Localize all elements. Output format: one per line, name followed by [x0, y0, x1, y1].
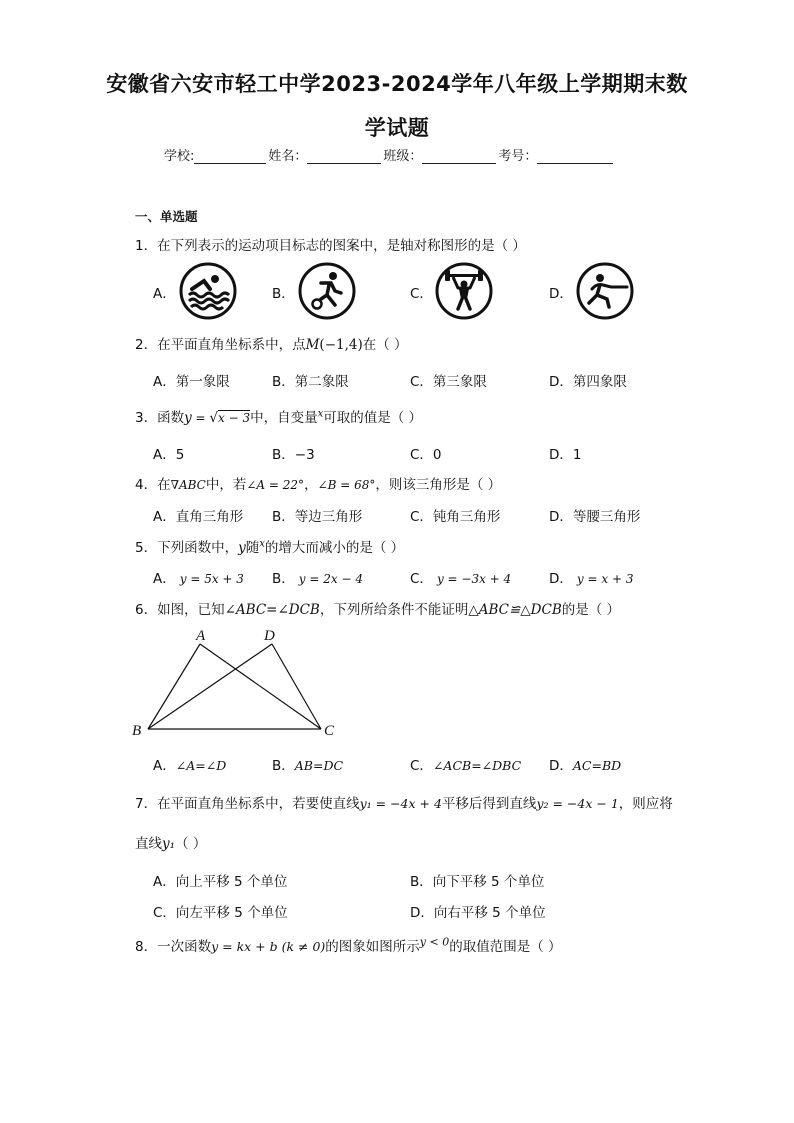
q5-y: y — [238, 540, 246, 556]
q7-option-a: A．向上平移 5 个单位 — [153, 874, 288, 890]
q6-triangle-figure — [128, 624, 348, 744]
q8-stem-post: 的取值范围是（ ） — [449, 939, 562, 955]
q1-option-d-label: D． — [549, 286, 573, 302]
weightlifting-icon — [434, 261, 494, 321]
q6-option-d — [549, 754, 621, 774]
q4-triangle: ∇ABC — [170, 478, 206, 492]
q7-stem-line-2 — [135, 832, 206, 852]
point-d-label: D — [264, 628, 275, 644]
q5-option-c-label: C． — [410, 571, 433, 587]
q3-option-a: A．5 — [153, 447, 185, 463]
q6-option-c-label: C． — [410, 758, 433, 774]
q4-stem — [135, 473, 501, 493]
q8-stem — [135, 935, 562, 955]
point-a-label: A — [196, 628, 206, 644]
q5-stem-pre: 5．下列函数中， — [135, 540, 239, 556]
q1-option-c-label: C． — [410, 286, 433, 302]
q5-stem-post: 的增大而减小的是（ ） — [264, 540, 405, 556]
q3-stem-pre: 3．函数 — [135, 410, 185, 426]
q4-option-d: D．等腰三角形 — [549, 509, 641, 525]
q6-option-b — [272, 754, 343, 774]
q3-radicand: x − 3 — [218, 411, 251, 425]
q2-option-a: A．第一象限 — [153, 374, 230, 390]
q8-stem-mid: 的图象如图所示 — [325, 939, 420, 955]
name-label: 姓名： — [268, 149, 308, 164]
q2-stem — [135, 333, 408, 353]
q6-given: ∠ABC=∠DCB — [224, 602, 320, 618]
q6-option-d-text: AC=BD — [572, 758, 622, 773]
q2-point: M — [305, 337, 320, 353]
q3-option-c: C．0 — [410, 447, 442, 463]
q6-option-a-text: ∠A=∠D — [175, 758, 227, 773]
football-icon — [297, 261, 357, 321]
q6-option-a-label: A． — [153, 758, 176, 774]
q3-stem — [135, 406, 422, 426]
q6-option-c-text: ∠ACB=∠DBC — [432, 758, 522, 773]
q6-congruence: △ABC≌△DCB — [468, 602, 562, 618]
q3-func-eq: = — [191, 411, 210, 425]
swimming-icon — [178, 261, 238, 321]
q4-sep: ， — [304, 477, 318, 493]
q7-y1: y₁ — [162, 836, 176, 852]
segment-ba — [148, 644, 200, 729]
q4-option-a: A．直角三角形 — [153, 509, 244, 525]
q5-option-c — [410, 567, 511, 587]
q6-stem-pre: 6．如图，已知 — [135, 602, 225, 618]
q3-sqrt-symbol: √ — [209, 410, 219, 426]
q4-option-b: B．等边三角形 — [272, 509, 363, 525]
point-c-label: C — [324, 723, 335, 739]
q4-angle-a: ∠A = 22° — [246, 478, 305, 492]
school-blank — [194, 149, 266, 164]
school-label: 学校: — [164, 149, 195, 164]
q2-option-b: B．第二象限 — [272, 374, 349, 390]
q5-option-d-func: y = x + 3 — [576, 572, 634, 586]
q2-stem-pre: 2．在平面直角坐标系中，点 — [135, 337, 306, 353]
q7-line2-post: （ ） — [175, 836, 207, 852]
q5-option-c-func: y = −3x + 4 — [436, 572, 512, 586]
q7-stem — [135, 792, 673, 812]
q1-stem: 1．在下列表示的运动项目标志的图案中，是轴对称图形的是（ ） — [135, 238, 526, 254]
q7-stem-mid: 平移后得到直线 — [441, 796, 537, 812]
q2-option-d: D．第四象限 — [549, 374, 627, 390]
name-blank — [307, 149, 381, 164]
q5-option-b-label: B． — [272, 571, 295, 587]
q6-option-d-label: D． — [549, 758, 573, 774]
q3-stem-mid: 中，自变量 — [250, 410, 318, 426]
segment-bd — [148, 644, 272, 729]
q7-option-d: D．向右平移 5 个单位 — [410, 905, 546, 921]
q5-x: x — [259, 538, 265, 550]
q7-option-b: B．向下平移 5 个单位 — [410, 874, 545, 890]
q3-func-lhs: y — [184, 410, 192, 426]
q7-line2-pre: 直线 — [135, 836, 162, 852]
q4-stem-post: ，则该三角形是（ ） — [375, 477, 502, 493]
q7-stem-post: ，则应将 — [618, 796, 673, 812]
class-label: 班级： — [383, 149, 423, 164]
q3-option-b: B．−3 — [272, 447, 315, 463]
q5-option-d-label: D． — [549, 571, 573, 587]
q1-option-b-label: B． — [272, 286, 295, 302]
student-info-row — [164, 145, 615, 164]
q6-option-c — [410, 754, 521, 774]
number-blank — [537, 149, 613, 164]
q5-option-a-func: y = 5x + 3 — [179, 572, 244, 586]
q6-option-b-label: B． — [272, 758, 295, 774]
class-blank — [422, 149, 496, 164]
q7-line-2: y₂ = −4x − 1 — [536, 796, 619, 811]
q3-var: x — [317, 408, 324, 420]
q1-option-a-label: A． — [153, 286, 176, 302]
q6-stem — [135, 598, 620, 618]
fencing-icon — [575, 261, 635, 321]
q3-stem-post: 可取的值是（ ） — [323, 410, 423, 426]
q7-stem-pre: 7．在平面直角坐标系中，若要使直线 — [135, 796, 360, 812]
q7-line-1: y₁ = −4x + 4 — [359, 796, 442, 811]
q8-stem-pre: 8．一次函数 — [135, 939, 212, 955]
q4-angle-b: ∠B = 68° — [317, 478, 376, 492]
title-line-2: 学试题 — [364, 116, 430, 140]
q6-option-b-text: AB=DC — [294, 758, 344, 773]
q5-stem — [135, 536, 404, 556]
q2-coords: (−1,4) — [319, 337, 363, 353]
section-heading: 一、单选题 — [135, 209, 198, 224]
q5-stem-mid: 随 — [245, 540, 260, 556]
q5-option-b-func: y = 2x − 4 — [298, 572, 363, 586]
q4-stem-mid: 中，若 — [205, 477, 247, 493]
q4-option-c: C．钝角三角形 — [410, 509, 501, 525]
q4-stem-pre: 4．在 — [135, 477, 171, 493]
q6-stem-post: 的是（ ） — [561, 602, 621, 618]
q8-cond: y < 0 — [419, 935, 450, 949]
title-line-1: 安徽省六安市轻工中学2023-2024学年八年级上学期期末数 — [106, 72, 688, 96]
q5-option-b — [272, 567, 363, 587]
q6-option-a — [153, 754, 226, 774]
q3-option-d: D．1 — [549, 447, 582, 463]
q7-option-c: C．向左平移 5 个单位 — [153, 905, 288, 921]
point-b-label: B — [132, 723, 142, 739]
segment-dc — [272, 644, 321, 729]
q2-option-c: C．第三象限 — [410, 374, 487, 390]
q5-option-a-label: A． — [153, 571, 176, 587]
q5-option-a — [153, 567, 244, 587]
q8-func: y = kx + b (k ≠ 0) — [211, 939, 326, 954]
number-label: 考号： — [498, 149, 538, 164]
q5-option-d — [549, 567, 633, 587]
q6-stem-mid: ，下列所给条件不能证明 — [319, 602, 469, 618]
segment-ac — [200, 644, 321, 729]
q2-stem-post: 在（ ） — [362, 337, 408, 353]
